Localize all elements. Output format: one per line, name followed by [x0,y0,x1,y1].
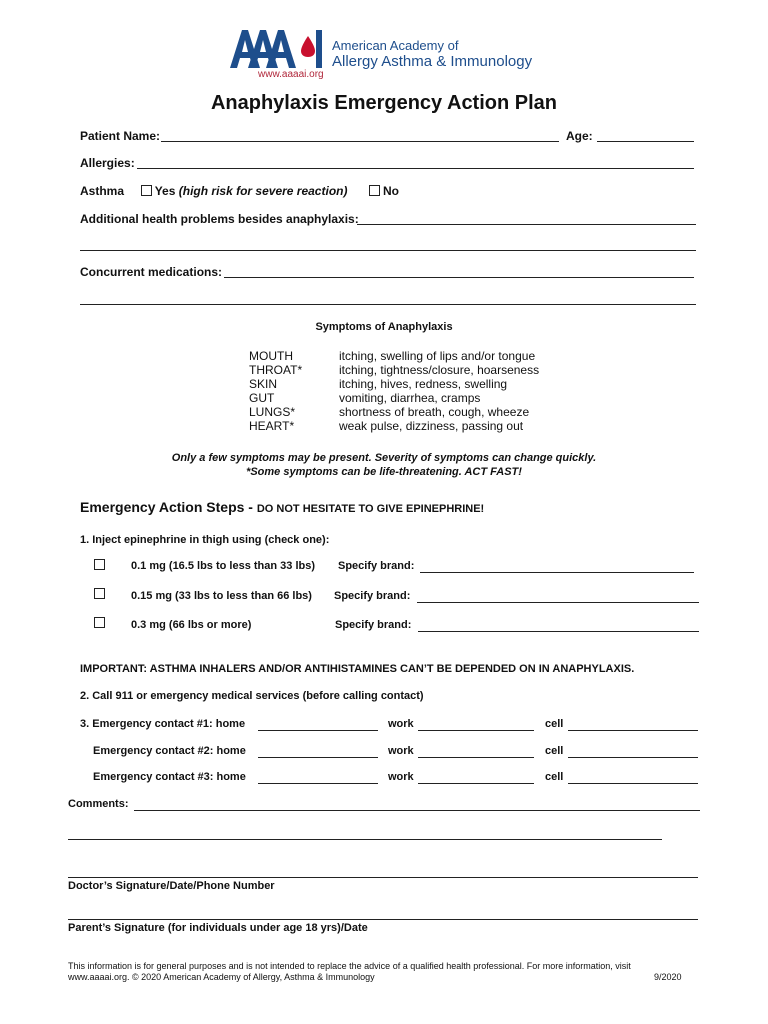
symptom-desc: weak pulse, dizziness, passing out [339,419,524,433]
dose-label: 0.15 mg (33 lbs to less than 66 lbs) [131,590,312,602]
brand-label: Specify brand: [338,560,415,572]
symptom-desc: shortness of breath, cough, wheeze [339,405,530,419]
medications-field[interactable] [224,277,694,278]
symptom-area: THROAT* [249,363,303,377]
aaaai-logo [228,26,548,84]
symptom-area: HEART* [249,419,295,433]
dose-checkbox[interactable] [94,588,105,599]
medications-label: Concurrent medications: [80,265,223,279]
logo-url: www.aaaai.org [258,69,324,80]
symptom-area: LUNGS* [249,405,296,419]
contact-cell-field[interactable] [568,730,698,731]
contact-home-label: Emergency contact #2: home [93,745,246,757]
doctor-signature-field[interactable] [68,877,698,878]
symptom-desc: itching, hives, redness, swelling [339,377,508,391]
asthma-no-checkbox[interactable] [369,185,380,196]
important-warning: IMPORTANT: ASTHMA INHALERS AND/OR ANTIHISTAMINES CAN’T BE DEPENDED ON IN ANAPHYLAXIS. [80,663,635,675]
step-1-text: 1. Inject epinephrine in thigh using (check one): [80,534,330,546]
action-steps-heading [80,499,484,517]
symptom-desc: itching, tightness/closure, hoarseness [339,363,540,377]
comments-label: Comments: [68,798,129,810]
symptoms-note-1: Only a few symptoms may be present. Severity of symptoms can change quickly. [171,452,597,464]
asthma-label: Asthma [80,184,125,198]
comments-field-2[interactable] [68,839,662,840]
patient-name-label: Patient Name: [80,129,161,143]
brand-field[interactable] [417,602,699,603]
additional-problems-field-2[interactable] [80,250,696,251]
doctor-signature-label: Doctor’s Signature/Date/Phone Number [68,880,275,892]
symptoms-note-2: *Some symptoms can be life-threatening. ACT FAST! [246,466,522,478]
asthma-no-option [369,184,399,198]
action-steps-title: Emergency Action Steps - [80,499,257,515]
step-2-text: 2. Call 911 or emergency medical services (before calling contact) [80,690,424,702]
additional-problems-field[interactable] [357,224,696,225]
symptom-desc: vomiting, diarrhea, cramps [339,391,481,405]
allergies-field[interactable] [137,168,694,169]
asthma-yes-label: Yes [154,184,176,198]
contact-cell-field[interactable] [568,757,698,758]
footer-date: 9/2020 [654,972,682,982]
contact-cell-label: cell [545,718,564,730]
age-label: Age: [566,129,593,143]
asthma-no-label: No [383,184,399,198]
medications-field-2[interactable] [80,304,696,305]
contact-home-field[interactable] [258,783,378,784]
dose-checkbox[interactable] [94,559,105,570]
contact-home-field[interactable] [258,757,378,758]
parent-signature-field[interactable] [68,919,698,920]
brand-field[interactable] [420,572,694,573]
asthma-yes-note: (high risk for severe reaction) [178,184,348,198]
contact-home-label: Emergency contact #3: home [93,771,246,783]
brand-label: Specify brand: [334,590,411,602]
contact-work-label: work [388,771,414,783]
comments-field[interactable] [134,810,700,811]
contact-work-label: work [388,745,414,757]
page-title: Anaphylaxis Emergency Action Plan [210,92,558,114]
symptoms-heading: Symptoms of Anaphylaxis [315,321,453,333]
brand-label: Specify brand: [335,619,412,631]
additional-problems-label: Additional health problems besides anaphylaxis: [80,212,359,226]
action-steps-emphasis: DO NOT HESITATE TO GIVE EPINEPHRINE! [256,503,485,515]
symptom-desc: itching, swelling of lips and/or tongue [339,349,536,363]
contact-work-field[interactable] [418,730,534,731]
dose-label: 0.1 mg (16.5 lbs to less than 33 lbs) [131,560,316,572]
symptom-area: MOUTH [249,349,293,363]
symptom-area: SKIN [249,377,278,391]
parent-signature-label: Parent’s Signature (for individuals under age 18 yrs)/Date [68,922,368,934]
footer-disclaimer-1: This information is for general purposes and is not intended to replace the advice of a qualified health professional. For more information, visit [68,961,631,971]
contact-cell-label: cell [545,771,564,783]
contact-cell-label: cell [545,745,564,757]
contact-home-label: 3. Emergency contact #1: home [80,718,246,730]
dose-checkbox[interactable] [94,617,105,628]
footer-disclaimer-2: www.aaaai.org. © 2020 American Academy of Allergy, Asthma & Immunology [68,972,375,982]
contact-work-field[interactable] [418,783,534,784]
asthma-row [80,184,347,198]
contact-work-label: work [388,718,414,730]
contact-work-field[interactable] [418,757,534,758]
asthma-yes-checkbox[interactable] [141,185,152,196]
patient-name-field[interactable] [161,141,559,142]
dose-label: 0.3 mg (66 lbs or more) [131,619,252,631]
logo-mark [228,26,328,70]
logo-org-line1: American Academy of [332,38,459,53]
contact-home-field[interactable] [258,730,378,731]
allergies-label: Allergies: [80,156,135,170]
logo-org-line2: Allergy Asthma & Immunology [332,53,533,70]
brand-field[interactable] [418,631,699,632]
contact-cell-field[interactable] [568,783,698,784]
age-field[interactable] [597,141,694,142]
symptom-area: GUT [249,391,275,405]
